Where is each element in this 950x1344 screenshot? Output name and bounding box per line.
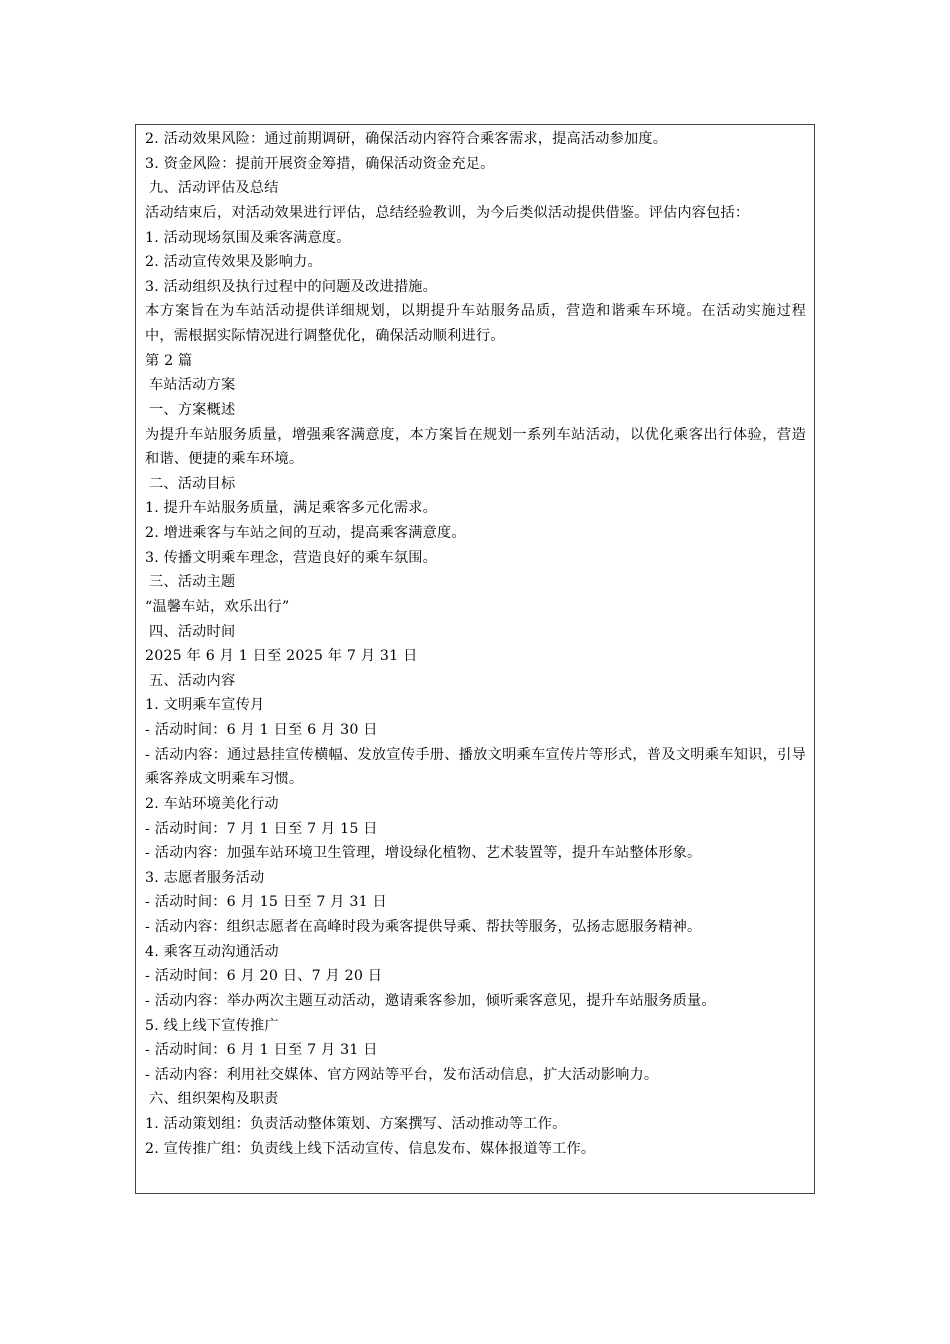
text-line: - 活动内容：举办两次主题互动活动，邀请乘客参加，倾听乘客意见，提升车站服务质量。 — [145, 992, 716, 1009]
text-line: 三、活动主题 — [149, 574, 236, 591]
text-line: 3. 传播文明乘车理念，营造良好的乘车氛围。 — [145, 549, 438, 566]
text-line: 本方案旨在为车站活动提供详细规划，以期提升车站服务品质，营造和谐乘车环境。在活动实施过程中，需根据实际情况进行调整优化，确保活动顺利进行。 — [145, 303, 806, 344]
text-line: 1. 文明乘车宣传月 — [145, 697, 265, 714]
text-line: 1. 活动策划组：负责活动整体策划、方案撰写、活动推动等工作。 — [145, 1116, 567, 1132]
text-line: 5. 线上线下宣传推广 — [145, 1017, 279, 1034]
text-line: - 活动时间：7 月 1 日至 7 月 15 日 — [145, 820, 378, 837]
document-body — [145, 127, 806, 1161]
document-text-box — [135, 124, 815, 1194]
text-line: - 活动时间：6 月 1 日至 7 月 31 日 — [145, 1042, 378, 1059]
text-line: 1. 提升车站服务质量，满足乘客多元化需求。 — [145, 500, 438, 517]
text-line: 九、活动评估及总结 — [149, 180, 279, 197]
text-line: 2. 活动效果风险：通过前期调研，确保活动内容符合乘客需求，提高活动参加度。 — [145, 131, 668, 147]
text-line: 二、活动目标 — [149, 475, 236, 492]
text-line: - 活动内容：通过悬挂宣传横幅、发放宣传手册、播放文明乘车宣传片等形式，普及文明乘车知识，引导乘客养成文明乘车习惯。 — [145, 746, 806, 788]
text-line: “温馨车站，欢乐出行” — [145, 598, 290, 615]
text-line: 第 2 篇 — [145, 352, 193, 369]
text-line: 2. 宣传推广组：负责线上线下活动宣传、信息发布、媒体报道等工作。 — [145, 1140, 596, 1157]
text-line: 一、方案概述 — [149, 401, 236, 418]
text-line: 四、活动时间 — [149, 623, 236, 640]
text-line: - 活动内容：加强车站环境卫生管理，增设绿化植物、艺术装置等，提升车站整体形象。 — [145, 845, 702, 862]
text-line: - 活动内容：利用社交媒体、官方网站等平台，发布活动信息，扩大活动影响力。 — [145, 1066, 659, 1083]
text-line: 车站活动方案 — [149, 377, 236, 394]
text-line: 3. 活动组织及执行过程中的问题及改进措施。 — [145, 278, 438, 295]
text-line: 2. 车站环境美化行动 — [145, 795, 279, 812]
text-line: - 活动内容：组织志愿者在高峰时段为乘客提供导乘、帮扶等服务，弘扬志愿服务精神。 — [145, 919, 702, 935]
text-line: - 活动时间：6 月 20 日、7 月 20 日 — [145, 968, 383, 985]
text-line: 3. 志愿者服务活动 — [145, 869, 265, 886]
text-line: 3. 资金风险：提前开展资金筹措，确保活动资金充足。 — [145, 155, 495, 172]
text-line: 五、活动内容 — [149, 672, 236, 689]
text-line: - 活动时间：6 月 1 日至 6 月 30 日 — [145, 722, 378, 738]
text-line: 为提升车站服务质量，增强乘客满意度，本方案旨在规划一系列车站活动，以优化乘客出行体验，营造和谐、便捷的乘车环境。 — [145, 426, 806, 468]
text-line: - 活动时间：6 月 15 日至 7 月 31 日 — [145, 894, 387, 911]
text-line: 2. 增进乘客与车站之间的互动，提高乘客满意度。 — [145, 525, 466, 541]
text-line: 六、组织架构及职责 — [149, 1091, 279, 1108]
text-line: 1. 活动现场氛围及乘客满意度。 — [145, 229, 351, 246]
text-line: 4. 乘客互动沟通活动 — [145, 943, 279, 960]
text-line: 2025 年 6 月 1 日至 2025 年 7 月 31 日 — [145, 648, 418, 665]
text-line: 2. 活动宣传效果及影响力。 — [145, 254, 322, 271]
text-line: 活动结束后，对活动效果进行评估，总结经验教训，为今后类似活动提供借鉴。评估内容包括： — [145, 204, 750, 221]
